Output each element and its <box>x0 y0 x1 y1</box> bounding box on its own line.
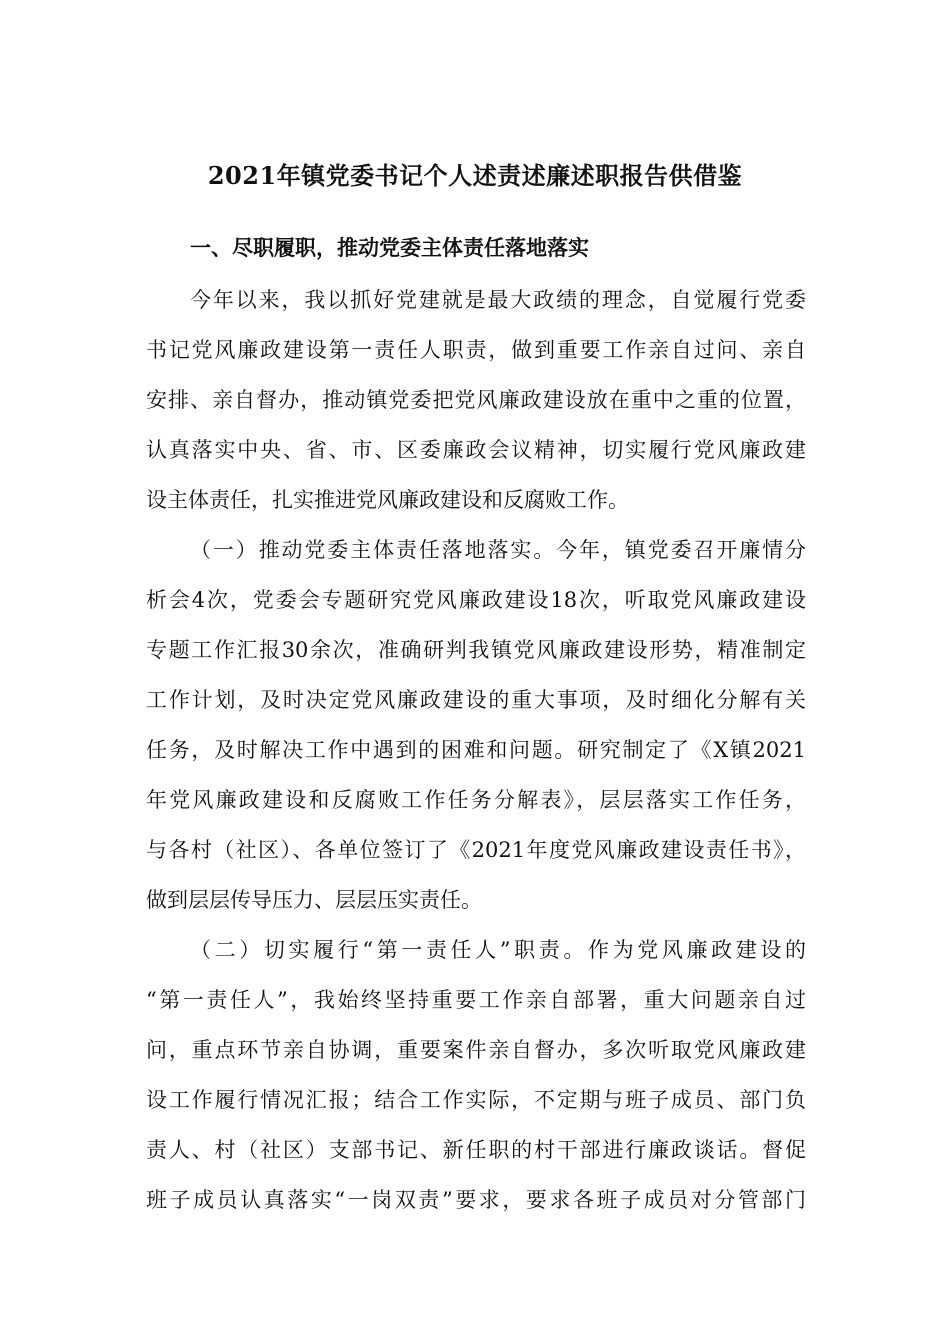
paragraph-line: “第一责任人”，我始终坚持重要工作亲自部署，重大问题亲自过 <box>146 988 806 1012</box>
paragraph-line: 设主体责任，扎实推进党风廉政建设和反腐败工作。 <box>146 488 629 512</box>
paragraph-line: 班子成员认真落实“一岗双责”要求，要求各班子成员对分管部门 <box>146 1188 806 1212</box>
paragraph-line: 任务，及时解决工作中遇到的困难和问题。研究制定了《X镇2021 <box>146 738 806 762</box>
paragraph-line: 书记党风廉政建设第一责任人职责，做到重要工作亲自过问、亲自 <box>146 338 806 362</box>
paragraph-line: 问，重点环节亲自协调，重要案件亲自督办，多次听取党风廉政建 <box>146 1038 806 1062</box>
paragraph-line: 专题工作汇报30余次，准确研判我镇党风廉政建设形势，精准制定 <box>146 638 806 662</box>
paragraph-line: （一）推动党委主体责任落地落实。今年，镇党委召开廉情分 <box>190 538 806 562</box>
paragraph-line: 设工作履行情况汇报；结合工作实际，不定期与班子成员、部门负 <box>146 1088 806 1112</box>
section-heading: 一、尽职履职，推动党委主体责任落地落实 <box>190 235 589 260</box>
paragraph-line: 今年以来，我以抓好党建就是最大政绩的理念，自觉履行党委 <box>190 288 806 312</box>
paragraph-line: （二）切实履行“第一责任人”职责。作为党风廉政建设的 <box>190 938 806 962</box>
paragraph-line: 工作计划，及时决定党风廉政建设的重大事项，及时细化分解有关 <box>146 688 806 712</box>
document-title: 2021年镇党委书记个人述责述廉述职报告供借鉴 <box>207 161 743 190</box>
paragraph-line: 年党风廉政建设和反腐败工作任务分解表》，层层落实工作任务， <box>146 788 806 812</box>
paragraph-line: 析会4次，党委会专题研究党风廉政建设18次，听取党风廉政建设 <box>146 588 806 612</box>
paragraph-line: 做到层层传导压力、层层压实责任。 <box>146 888 482 912</box>
paragraph-line: 安排、亲自督办，推动镇党委把党风廉政建设放在重中之重的位置， <box>146 388 806 412</box>
paragraph-line: 认真落实中央、省、市、区委廉政会议精神，切实履行党风廉政建 <box>146 438 806 462</box>
paragraph-line: 与各村（社区）、各单位签订了《2021年度党风廉政建设责任书》， <box>146 838 806 862</box>
paragraph-line: 责人、村（社区）支部书记、新任职的村干部进行廉政谈话。督促 <box>146 1138 806 1162</box>
